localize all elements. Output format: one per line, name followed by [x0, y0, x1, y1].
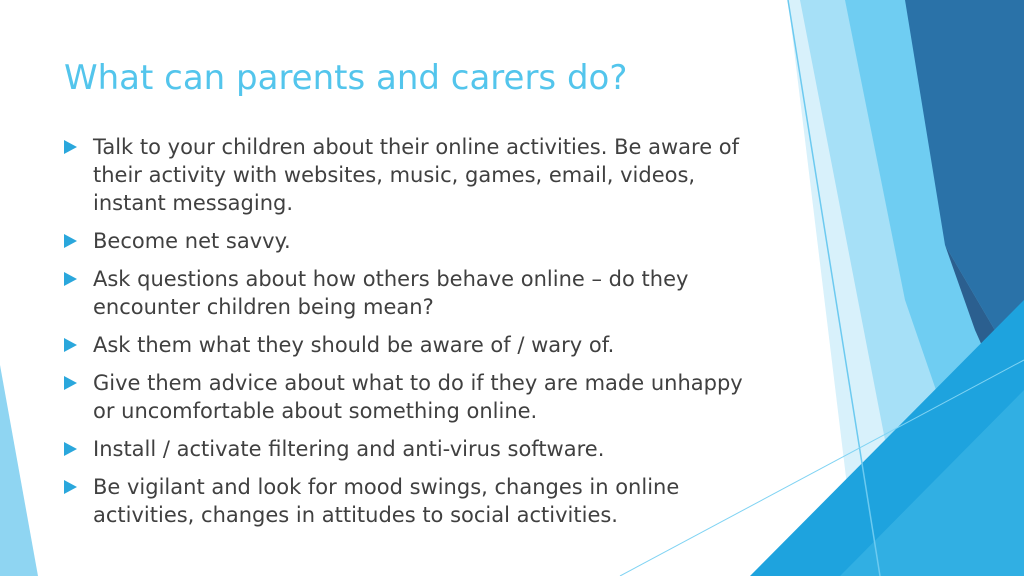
- triangle-right-icon: [64, 376, 77, 390]
- list-item: [64, 133, 754, 217]
- list-item-text: Be vigilant and look for mood swings, changes in online activities, changes in attitudes to social activities.: [93, 475, 680, 527]
- list-item-text: Give them advice about what to do if they are made unhappy or uncomfortable about something online.: [93, 371, 743, 423]
- list-item-text: Ask questions about how others behave online – do they encounter children being mean?: [93, 267, 689, 319]
- list-item: [64, 473, 754, 529]
- triangle-right-icon: [64, 140, 77, 154]
- triangle-right-icon: [64, 338, 77, 352]
- triangle-right-icon: [64, 442, 77, 456]
- list-item: [64, 435, 754, 463]
- triangle-right-icon: [64, 480, 77, 494]
- left-edge-shape: [0, 365, 38, 576]
- list-item: [64, 265, 754, 321]
- list-item: [64, 369, 754, 425]
- slide-title: What can parents and carers do?: [64, 58, 628, 98]
- list-item-text: Talk to your children about their online activities. Be aware of their activity with websites, music, games, email, videos, instant messaging.: [93, 135, 740, 215]
- bullet-list: [64, 133, 754, 539]
- list-item-text: Install / activate filtering and anti-virus software.: [93, 437, 605, 461]
- list-item-text: Ask them what they should be aware of / wary of.: [93, 333, 615, 357]
- list-item-text: Become net savvy.: [93, 229, 291, 253]
- triangle-right-icon: [64, 272, 77, 286]
- list-item: [64, 331, 754, 359]
- triangle-right-icon: [64, 234, 77, 248]
- list-item: [64, 227, 754, 255]
